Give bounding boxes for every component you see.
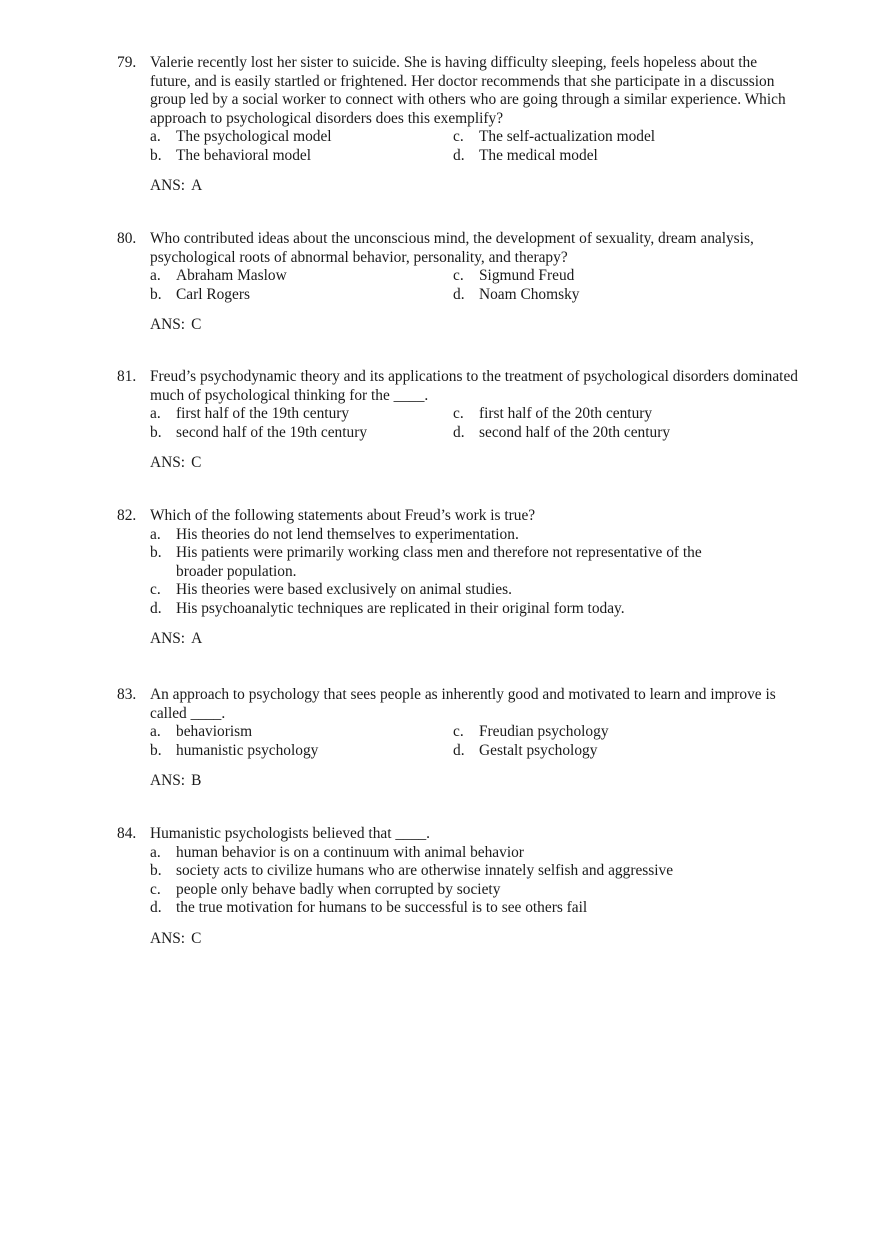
question-number: 82. (117, 507, 137, 524)
answer-choices (150, 405, 817, 442)
question-stem (117, 368, 817, 405)
choice-d (150, 899, 736, 918)
answer-choices (150, 526, 817, 619)
answer-key (150, 772, 817, 791)
choice-letter: c. (453, 405, 464, 422)
choice-text: Noam Chomsky (479, 285, 580, 303)
answer-value: A (191, 177, 203, 194)
choice-text: first half of the 20th century (479, 405, 653, 422)
choice-letter: a. (150, 525, 161, 543)
choice-b (150, 544, 736, 581)
choice-letter: d. (453, 741, 465, 759)
choice-text: behaviorism (176, 723, 253, 740)
question-text: Freud’s psychodynamic theory and its applications to the treatment of psychological disorders dominated much of psychological thinking for the ____. (150, 368, 798, 404)
question-text: An approach to psychology that sees people as inherently good and motivated to learn and improve is called ____. (150, 686, 776, 722)
question-number: 79. (117, 54, 137, 71)
choice-b (150, 424, 453, 443)
choice-text: society acts to civilize humans who are otherwise innately selfish and aggressive (176, 862, 674, 879)
question-79 (117, 54, 817, 196)
choice-a (150, 267, 453, 286)
choice-letter: a. (150, 128, 161, 145)
choice-d (453, 147, 756, 166)
choice-text: Gestalt psychology (479, 741, 598, 759)
choice-text: Abraham Maslow (176, 267, 287, 284)
choice-a (150, 405, 453, 424)
choice-letter: c. (453, 267, 464, 284)
question-80 (117, 230, 817, 335)
answer-value: A (191, 630, 203, 647)
answer-label: ANS: (150, 929, 186, 947)
choice-text: The self-actualization model (479, 128, 656, 145)
choice-letter: d. (150, 899, 162, 916)
choice-letter: a. (150, 723, 161, 740)
choice-b (150, 147, 453, 166)
choice-letter: d. (453, 285, 465, 303)
question-number: 83. (117, 686, 137, 703)
choice-letter: c. (453, 723, 464, 740)
choice-text: Carl Rogers (176, 285, 250, 303)
question-stem (117, 54, 817, 128)
question-text: Humanistic psychologists believed that ____. (150, 825, 430, 842)
choice-text: His patients were primarily working class men and therefore not representative of the broader population. (176, 544, 702, 580)
choice-a (150, 844, 736, 863)
choice-letter: a. (150, 843, 161, 861)
question-83 (117, 686, 817, 791)
choice-letter: b. (150, 544, 162, 561)
choice-letter: c. (453, 128, 464, 145)
choice-letter: b. (150, 423, 162, 441)
choice-letter: d. (150, 599, 162, 617)
question-number: 84. (117, 825, 137, 842)
choice-c (150, 881, 736, 900)
choice-letter: c. (150, 880, 161, 898)
answer-value: B (191, 772, 202, 789)
question-stem (117, 507, 817, 526)
choice-text: The psychological model (176, 128, 332, 145)
choice-text: second half of the 19th century (176, 423, 368, 441)
answer-choices (150, 128, 817, 165)
choice-text: first half of the 19th century (176, 405, 350, 422)
choice-text: His theories were based exclusively on animal studies. (176, 581, 512, 598)
choice-text: the true motivation for humans to be successful is to see others fail (176, 899, 588, 916)
answer-key (150, 316, 817, 335)
answer-label: ANS: (150, 177, 186, 194)
question-text: Who contributed ideas about the unconscious mind, the development of sexuality, dream analysis, psychological roots of abnormal behavior, personality, and therapy? (150, 230, 754, 266)
choice-letter: b. (150, 862, 162, 879)
question-number: 80. (117, 230, 137, 247)
choice-b (150, 742, 453, 761)
answer-choices (150, 723, 817, 760)
answer-choices (150, 844, 817, 918)
choice-letter: b. (150, 741, 162, 759)
question-82 (117, 507, 817, 649)
answer-value: C (191, 316, 202, 333)
question-stem (117, 686, 817, 723)
question-81 (117, 368, 817, 473)
choice-text: The medical model (479, 146, 598, 164)
choice-d (453, 742, 756, 761)
choice-text: humanistic psychology (176, 741, 319, 759)
choice-text: His psychoanalytic techniques are replicated in their original form today. (176, 599, 625, 617)
choice-text: human behavior is on a continuum with animal behavior (176, 843, 524, 861)
question-number: 81. (117, 368, 137, 385)
answer-label: ANS: (150, 316, 186, 333)
answer-label: ANS: (150, 772, 186, 789)
choice-b (150, 862, 736, 881)
choice-text: His theories do not lend themselves to experimentation. (176, 525, 519, 543)
choice-text: Sigmund Freud (479, 267, 575, 284)
question-text: Which of the following statements about Freud’s work is true? (150, 507, 536, 524)
question-stem (117, 230, 817, 267)
choice-a (150, 526, 736, 545)
answer-value: C (191, 929, 202, 947)
answer-key (150, 930, 817, 949)
choice-letter: d. (453, 146, 465, 164)
choice-letter: a. (150, 267, 161, 284)
question-84 (117, 825, 817, 948)
answer-label: ANS: (150, 454, 186, 471)
choice-c (150, 581, 736, 600)
answer-label: ANS: (150, 630, 186, 647)
choice-letter: d. (453, 423, 465, 441)
answer-value: C (191, 454, 202, 471)
answer-key (150, 454, 817, 473)
choice-a (150, 128, 453, 147)
choice-d (150, 600, 736, 619)
question-stem (117, 825, 817, 844)
choice-d (453, 424, 756, 443)
choice-c (453, 405, 756, 424)
choice-text: The behavioral model (176, 146, 312, 164)
choice-c (453, 128, 756, 147)
answer-key (150, 630, 817, 649)
choice-text: second half of the 20th century (479, 423, 671, 441)
choice-letter: b. (150, 146, 162, 164)
choice-b (150, 286, 453, 305)
choice-c (453, 723, 756, 742)
question-text: Valerie recently lost her sister to suicide. She is having difficulty sleeping, feels hopeless about the future, and is easily startled or frightened. Her doctor recommends that she participate in a discussion group led by a social worker to connect with others who are going through a similar experience. Which approach to psychological disorders does this exemplify? (150, 54, 786, 127)
choice-text: Freudian psychology (479, 723, 609, 740)
choice-text: people only behave badly when corrupted by society (176, 880, 501, 898)
choice-letter: a. (150, 405, 161, 422)
choice-a (150, 723, 453, 742)
answer-choices (150, 267, 817, 304)
choice-d (453, 286, 756, 305)
choice-c (453, 267, 756, 286)
answer-key (150, 177, 817, 196)
choice-letter: c. (150, 581, 161, 598)
choice-letter: b. (150, 285, 162, 303)
